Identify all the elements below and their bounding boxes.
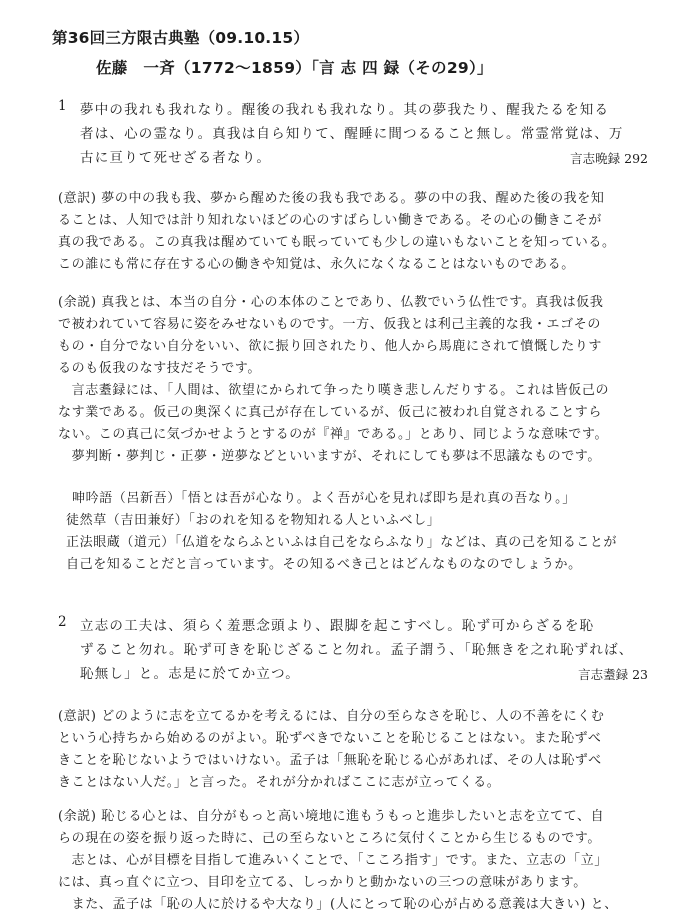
source-citation: 言志耋録 23 (578, 667, 648, 682)
text-line: で被われていて容易に姿をみせないものです。一方、仮我とは利己主義的な我・エゴその (58, 317, 601, 332)
section2-original (80, 614, 648, 686)
section-number: 2 (58, 614, 67, 630)
section1-commentary (58, 292, 648, 468)
quote-line: 呻吟語（呂新吾）「悟とは吾が心なり。よく吾が心を見れば即ち是れ真の吾なり。」 (72, 491, 576, 506)
text-line: また、孟子は「恥の人に於けるや大なり」(人にとって恥の心が占める意義は大きい) と、 (58, 897, 618, 912)
section1-quotes (66, 488, 648, 576)
text-line: 立志の工夫は、須らく羞悪念頭より、跟脚を起こすべし。恥ず可からざるを恥 (80, 618, 595, 634)
text-line: 者は、心の霊なり。真我は自ら知りて、醒睡に間つるること無し。常霊常覚は、万 (80, 126, 624, 142)
quote-line: 徒然草（吉田兼好）「おのれを知るを物知れる人といふべし」 (66, 513, 441, 528)
text-line: なす業である。仮己の奥深くに真己が存在しているが、仮己に被われ自覚されることすら (58, 405, 603, 420)
page-subtitle: 佐藤 一斉（1772～1859）「言 志 四 録（その29）」 (96, 59, 493, 77)
text-line: 夢判断・夢判じ・正夢・逆夢などといいますが、それにしても夢は不思議なものです。 (58, 449, 601, 464)
text-line: ない。この真己に気づかせようとするのが『禅』である。」とあり、同じような意味です。 (58, 427, 609, 442)
text-line: ることは、人知では計り知れないほどの心のすばらしい働きである。その心の働きこそが (58, 213, 603, 228)
text-line: (意訳) どのように志を立てるかを考えるには、自分の至らなさを恥じ、人の不善をにくむ (58, 709, 605, 724)
text-line: 志とは、心が目標を目指して進みいくことで、「こころ指す」です。また、立志の「立」 (58, 853, 608, 868)
quote-line: 自己を知ることだと言っています。その知るべき己とはどんなものなのでしょうか。 (66, 557, 582, 572)
text-line: この誰にも常に存在する心の働きや知覚は、永久になくなることはないものである。 (58, 257, 575, 272)
source-citation: 言志晩録 292 (570, 151, 648, 166)
text-line: 恥無し」と。志是に於てか立つ。 (80, 666, 300, 682)
text-line: 真の我である。この真我は醒めていても眠っていても少しの違いもないことを知っている。 (58, 235, 616, 250)
text-line: 言志耋録には、「人間は、欲望にかられて争ったり嘆き悲しんだりする。これは皆仮己の (58, 383, 610, 398)
text-line: (余説) 真我とは、本当の自分・心の本体のことであり、仏教でいう仏性です。真我は仮我 (58, 295, 604, 310)
quote-line: 正法眼蔵（道元）「仏道をならふといふは自己をならふなり」などは、真の己を知ることが (66, 535, 618, 550)
text-line: 古に亘りて死せざる者なり。 (80, 150, 272, 166)
text-line: という心持ちから始めるのがよい。恥ずべきでないことを恥じることはない。また恥ずべ (58, 731, 602, 746)
section-number: 1 (58, 98, 67, 114)
text-line: には、真っ直ぐに立つ、目印を立てる、しっかりと動かないの三つの意味があります。 (58, 875, 587, 890)
section1-original (80, 98, 648, 170)
text-line: もの・自分でない自分をいい、欲に振り回されたり、他人から馬鹿にされて憤慨したりす (58, 339, 603, 354)
text-line: ずること勿れ。恥ず可きを恥じざること勿れ。孟子謂う、「恥無きを之れ恥ずれば、 (80, 642, 634, 658)
text-line: (意訳) 夢の中の我も我、夢から醒めた後の我も我である。夢の中の我、醒めた後の我を知 (58, 191, 605, 206)
text-line: きことを恥じないようではいけない。孟子は「無恥を恥じる心があれば、その人は恥ずべ (58, 753, 602, 768)
text-line: るのも仮我のなす技だそうです。 (58, 361, 261, 376)
text-line: らの現在の姿を振り返った時に、己の至らないところに気付くことから生じるものです。 (58, 831, 601, 846)
section1-translation (58, 188, 648, 276)
section2-commentary (58, 806, 648, 916)
text-line: (余説) 恥じる心とは、自分がもっと高い境地に進もうもっと進歩したいと志を立てて、自 (58, 809, 605, 824)
section2-translation (58, 706, 648, 794)
text-line: 夢中の我れも我れなり。醒後の我れも我れなり。其の夢我たり、醒我たるを知る (80, 102, 610, 118)
text-line: きことはない人だ。」と言った。それが分かればここに志が立ってくる。 (58, 775, 501, 790)
page-title: 第36回三方限古典塾（09.10.15） (52, 29, 310, 47)
